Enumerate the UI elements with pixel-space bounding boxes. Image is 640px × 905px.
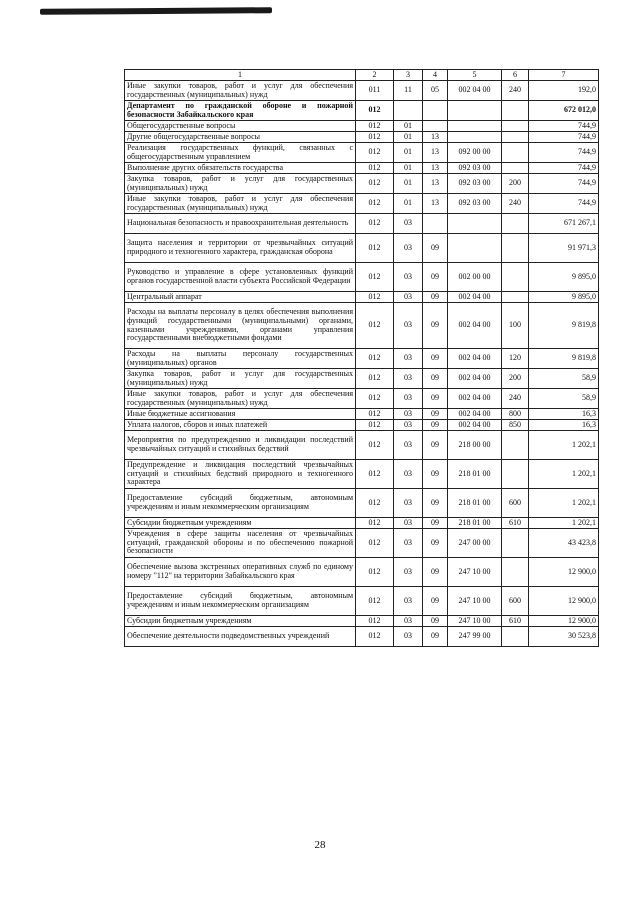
row-ministry-code-cell: 012: [356, 489, 394, 518]
row-section-cell: 11: [394, 81, 423, 101]
row-subsection-cell: 09: [423, 234, 448, 263]
row-name-cell: Реализация государственных функций, связанных с общегосударственным управлением: [125, 143, 356, 163]
row-ministry-code-cell: 012: [356, 518, 394, 529]
row-subsection-cell: 09: [423, 616, 448, 627]
row-subsection-cell: 09: [423, 409, 448, 420]
table-row: [125, 489, 599, 518]
row-target-article-cell: [448, 234, 502, 263]
table-row: [125, 518, 599, 529]
row-subsection-cell: 09: [423, 460, 448, 489]
budget-table: [124, 69, 599, 647]
table-row: [125, 292, 599, 303]
row-expense-type-cell: [502, 431, 529, 460]
row-ministry-code-cell: 012: [356, 194, 394, 214]
row-name-cell: Руководство и управление в сфере установленных функций органов государственной власти субъекта Российской Федерации: [125, 263, 356, 292]
row-amount-cell: 9 819,8: [529, 349, 599, 369]
row-target-article-cell: [448, 214, 502, 234]
budget-table-body: [125, 70, 599, 647]
row-expense-type-cell: [502, 627, 529, 647]
row-target-article-cell: 002 00 00: [448, 263, 502, 292]
row-amount-cell: 1 202,1: [529, 489, 599, 518]
table-header-row: [125, 70, 599, 81]
header-cell-4: 4: [423, 70, 448, 81]
scan-artifact-bar: [40, 7, 272, 15]
row-expense-type-cell: [502, 101, 529, 121]
row-amount-cell: 16,3: [529, 409, 599, 420]
table-row: [125, 234, 599, 263]
row-name-cell: Иные закупки товаров, работ и услуг для обеспечения государственных (муниципальных) нужд: [125, 194, 356, 214]
row-ministry-code-cell: 012: [356, 369, 394, 389]
row-expense-type-cell: [502, 143, 529, 163]
table-row: [125, 431, 599, 460]
row-section-cell: 01: [394, 121, 423, 132]
row-amount-cell: 744,9: [529, 121, 599, 132]
header-cell-3: 3: [394, 70, 423, 81]
row-expense-type-cell: 850: [502, 420, 529, 431]
row-amount-cell: 58,9: [529, 369, 599, 389]
row-subsection-cell: [423, 214, 448, 234]
row-target-article-cell: 002 04 00: [448, 303, 502, 349]
row-subsection-cell: 09: [423, 263, 448, 292]
row-ministry-code-cell: 012: [356, 409, 394, 420]
row-name-cell: Другие общегосударственные вопросы: [125, 132, 356, 143]
row-expense-type-cell: [502, 263, 529, 292]
row-name-cell: Иные закупки товаров, работ и услуг для обеспечения государственных (муниципальных) нужд: [125, 389, 356, 409]
row-name-cell: Обеспечение вызова экстренных оперативных служб по единому номеру "112" на территории Забайкальского края: [125, 558, 356, 587]
row-section-cell: 03: [394, 558, 423, 587]
row-subsection-cell: 09: [423, 558, 448, 587]
row-subsection-cell: 13: [423, 174, 448, 194]
row-amount-cell: 744,9: [529, 143, 599, 163]
row-subsection-cell: 05: [423, 81, 448, 101]
row-ministry-code-cell: 012: [356, 143, 394, 163]
row-expense-type-cell: 240: [502, 389, 529, 409]
row-subsection-cell: 09: [423, 369, 448, 389]
row-target-article-cell: 002 04 00: [448, 409, 502, 420]
row-section-cell: 01: [394, 163, 423, 174]
row-section-cell: 03: [394, 431, 423, 460]
row-name-cell: Общегосударственные вопросы: [125, 121, 356, 132]
row-amount-cell: 12 900,0: [529, 616, 599, 627]
row-name-cell: Субсидии бюджетным учреждениям: [125, 616, 356, 627]
row-subsection-cell: 13: [423, 132, 448, 143]
row-ministry-code-cell: 012: [356, 460, 394, 489]
row-target-article-cell: 002 04 00: [448, 81, 502, 101]
header-cell-6: 6: [502, 70, 529, 81]
row-subsection-cell: 09: [423, 349, 448, 369]
row-amount-cell: 43 423,8: [529, 529, 599, 558]
row-ministry-code-cell: 012: [356, 303, 394, 349]
table-row: [125, 263, 599, 292]
row-ministry-code-cell: 012: [356, 389, 394, 409]
row-expense-type-cell: [502, 292, 529, 303]
row-amount-cell: 16,3: [529, 420, 599, 431]
row-target-article-cell: 002 04 00: [448, 369, 502, 389]
table-row: [125, 101, 599, 121]
row-section-cell: [394, 101, 423, 121]
table-row: [125, 143, 599, 163]
row-ministry-code-cell: 012: [356, 616, 394, 627]
row-name-cell: Субсидии бюджетным учреждениям: [125, 518, 356, 529]
table-row: [125, 303, 599, 349]
row-name-cell: Закупка товаров, работ и услуг для государственных (муниципальных) нужд: [125, 369, 356, 389]
row-subsection-cell: [423, 121, 448, 132]
row-target-article-cell: [448, 121, 502, 132]
row-expense-type-cell: [502, 121, 529, 132]
row-expense-type-cell: [502, 529, 529, 558]
row-amount-cell: 12 900,0: [529, 587, 599, 616]
row-amount-cell: 12 900,0: [529, 558, 599, 587]
table-row: [125, 81, 599, 101]
row-section-cell: 03: [394, 389, 423, 409]
row-expense-type-cell: [502, 163, 529, 174]
row-name-cell: Обеспечение деятельности подведомственных учреждений: [125, 627, 356, 647]
row-target-article-cell: 247 10 00: [448, 616, 502, 627]
row-section-cell: 03: [394, 489, 423, 518]
row-expense-type-cell: 600: [502, 587, 529, 616]
row-name-cell: Национальная безопасность и правоохранительная деятельность: [125, 214, 356, 234]
row-expense-type-cell: [502, 214, 529, 234]
row-target-article-cell: 218 01 00: [448, 489, 502, 518]
table-row: [125, 529, 599, 558]
row-ministry-code-cell: 012: [356, 420, 394, 431]
row-target-article-cell: 247 10 00: [448, 587, 502, 616]
row-amount-cell: 91 971,3: [529, 234, 599, 263]
row-expense-type-cell: 240: [502, 194, 529, 214]
row-amount-cell: 1 202,1: [529, 460, 599, 489]
row-target-article-cell: [448, 132, 502, 143]
row-section-cell: 03: [394, 518, 423, 529]
row-subsection-cell: 09: [423, 420, 448, 431]
row-amount-cell: 192,0: [529, 81, 599, 101]
row-subsection-cell: 09: [423, 292, 448, 303]
table-row: [125, 194, 599, 214]
table-row: [125, 558, 599, 587]
row-section-cell: 03: [394, 263, 423, 292]
row-amount-cell: 9 895,0: [529, 292, 599, 303]
row-amount-cell: 744,9: [529, 174, 599, 194]
row-name-cell: Защита населения и территории от чрезвычайных ситуаций природного и техногенного характера, гражданская оборона: [125, 234, 356, 263]
row-ministry-code-cell: 012: [356, 431, 394, 460]
header-cell-7: 7: [529, 70, 599, 81]
row-section-cell: 03: [394, 627, 423, 647]
row-ministry-code-cell: 012: [356, 121, 394, 132]
row-subsection-cell: 13: [423, 194, 448, 214]
row-section-cell: 03: [394, 587, 423, 616]
row-section-cell: 03: [394, 292, 423, 303]
table-row: [125, 132, 599, 143]
row-name-cell: Предупреждение и ликвидация последствий чрезвычайных ситуаций и стихийных бедствий природного и техногенного характера: [125, 460, 356, 489]
row-ministry-code-cell: 012: [356, 263, 394, 292]
row-ministry-code-cell: 012: [356, 349, 394, 369]
row-target-article-cell: 092 00 00: [448, 143, 502, 163]
row-section-cell: 03: [394, 529, 423, 558]
header-cell-2: 2: [356, 70, 394, 81]
row-expense-type-cell: 240: [502, 81, 529, 101]
table-row: [125, 420, 599, 431]
row-section-cell: 03: [394, 460, 423, 489]
table-row: [125, 349, 599, 369]
row-amount-cell: 744,9: [529, 194, 599, 214]
row-expense-type-cell: [502, 234, 529, 263]
row-name-cell: Расходы на выплаты персоналу государственных (муниципальных) органов: [125, 349, 356, 369]
row-expense-type-cell: 610: [502, 518, 529, 529]
row-subsection-cell: 09: [423, 518, 448, 529]
row-subsection-cell: 09: [423, 431, 448, 460]
row-name-cell: Иные бюджетные ассигнования: [125, 409, 356, 420]
row-target-article-cell: 092 03 00: [448, 163, 502, 174]
row-ministry-code-cell: 012: [356, 587, 394, 616]
row-ministry-code-cell: 012: [356, 529, 394, 558]
table-row: [125, 627, 599, 647]
row-target-article-cell: 218 00 00: [448, 431, 502, 460]
row-name-cell: Предоставление субсидий бюджетным, автономным учреждениям и иным некоммерческим организациям: [125, 587, 356, 616]
row-section-cell: 03: [394, 369, 423, 389]
row-subsection-cell: 09: [423, 587, 448, 616]
row-subsection-cell: 09: [423, 389, 448, 409]
table-row: [125, 214, 599, 234]
row-section-cell: 01: [394, 174, 423, 194]
row-subsection-cell: [423, 101, 448, 121]
row-ministry-code-cell: 012: [356, 234, 394, 263]
row-amount-cell: 671 267,1: [529, 214, 599, 234]
row-section-cell: 03: [394, 616, 423, 627]
row-ministry-code-cell: 012: [356, 214, 394, 234]
row-name-cell: Расходы на выплаты персоналу в целях обеспечения выполнения функций государственными (муниципальными) органами, казенными учреждениями, органами управления государственными внебюджетными фондами: [125, 303, 356, 349]
table-row: [125, 587, 599, 616]
header-cell-5: 5: [448, 70, 502, 81]
row-name-cell: Уплата налогов, сборов и иных платежей: [125, 420, 356, 431]
row-name-cell: Закупка товаров, работ и услуг для государственных (муниципальных) нужд: [125, 174, 356, 194]
row-ministry-code-cell: 012: [356, 163, 394, 174]
table-row: [125, 174, 599, 194]
row-name-cell: Выполнение других обязательств государства: [125, 163, 356, 174]
row-section-cell: 03: [394, 420, 423, 431]
row-ministry-code-cell: 012: [356, 627, 394, 647]
row-ministry-code-cell: 011: [356, 81, 394, 101]
row-subsection-cell: 09: [423, 489, 448, 518]
row-expense-type-cell: [502, 460, 529, 489]
row-name-cell: Предоставление субсидий бюджетным, автономным учреждениям и иным некоммерческим организациям: [125, 489, 356, 518]
table-row: [125, 616, 599, 627]
row-target-article-cell: 247 10 00: [448, 558, 502, 587]
row-target-article-cell: 218 01 00: [448, 518, 502, 529]
row-expense-type-cell: 120: [502, 349, 529, 369]
row-amount-cell: 744,9: [529, 163, 599, 174]
row-target-article-cell: 247 00 00: [448, 529, 502, 558]
row-target-article-cell: 247 99 00: [448, 627, 502, 647]
row-amount-cell: 30 523,8: [529, 627, 599, 647]
row-name-cell: Департамент по гражданской обороне и пожарной безопасности Забайкальского края: [125, 101, 356, 121]
table-row: [125, 121, 599, 132]
row-target-article-cell: 218 01 00: [448, 460, 502, 489]
row-section-cell: 01: [394, 143, 423, 163]
row-amount-cell: 672 012,0: [529, 101, 599, 121]
row-target-article-cell: 002 04 00: [448, 389, 502, 409]
row-amount-cell: 58,9: [529, 389, 599, 409]
row-section-cell: 03: [394, 409, 423, 420]
header-cell-1: 1: [125, 70, 356, 81]
row-target-article-cell: 002 04 00: [448, 292, 502, 303]
row-subsection-cell: 09: [423, 303, 448, 349]
row-ministry-code-cell: 012: [356, 174, 394, 194]
row-subsection-cell: 13: [423, 163, 448, 174]
row-amount-cell: 1 202,1: [529, 518, 599, 529]
row-name-cell: Учреждения в сфере защиты населения от чрезвычайных ситуаций, гражданской обороны и по обеспечению пожарной безопасности: [125, 529, 356, 558]
row-section-cell: 03: [394, 214, 423, 234]
table-row: [125, 163, 599, 174]
row-expense-type-cell: 610: [502, 616, 529, 627]
row-expense-type-cell: 200: [502, 174, 529, 194]
row-name-cell: Центральный аппарат: [125, 292, 356, 303]
row-section-cell: 01: [394, 132, 423, 143]
row-amount-cell: 9 819,8: [529, 303, 599, 349]
row-target-article-cell: 092 03 00: [448, 174, 502, 194]
row-section-cell: 03: [394, 303, 423, 349]
table-row: [125, 389, 599, 409]
table-row: [125, 369, 599, 389]
table-row: [125, 460, 599, 489]
row-expense-type-cell: 800: [502, 409, 529, 420]
row-ministry-code-cell: 012: [356, 558, 394, 587]
row-expense-type-cell: 100: [502, 303, 529, 349]
row-section-cell: 03: [394, 234, 423, 263]
row-expense-type-cell: 200: [502, 369, 529, 389]
row-target-article-cell: [448, 101, 502, 121]
row-name-cell: Мероприятия по предупреждению и ликвидации последствий чрезвычайных ситуаций и стихийных бедствий: [125, 431, 356, 460]
row-name-cell: Иные закупки товаров, работ и услуг для обеспечения государственных (муниципальных) нужд: [125, 81, 356, 101]
row-ministry-code-cell: 012: [356, 101, 394, 121]
row-ministry-code-cell: 012: [356, 292, 394, 303]
row-subsection-cell: 13: [423, 143, 448, 163]
row-target-article-cell: 002 04 00: [448, 420, 502, 431]
row-subsection-cell: 09: [423, 529, 448, 558]
page-number: 28: [314, 839, 326, 851]
row-target-article-cell: 002 04 00: [448, 349, 502, 369]
row-expense-type-cell: [502, 132, 529, 143]
row-amount-cell: 9 895,0: [529, 263, 599, 292]
row-expense-type-cell: [502, 558, 529, 587]
row-amount-cell: 744,9: [529, 132, 599, 143]
row-section-cell: 01: [394, 194, 423, 214]
row-ministry-code-cell: 012: [356, 132, 394, 143]
row-target-article-cell: 092 03 00: [448, 194, 502, 214]
row-amount-cell: 1 202,1: [529, 431, 599, 460]
row-section-cell: 03: [394, 349, 423, 369]
table-row: [125, 409, 599, 420]
row-expense-type-cell: 600: [502, 489, 529, 518]
row-subsection-cell: 09: [423, 627, 448, 647]
